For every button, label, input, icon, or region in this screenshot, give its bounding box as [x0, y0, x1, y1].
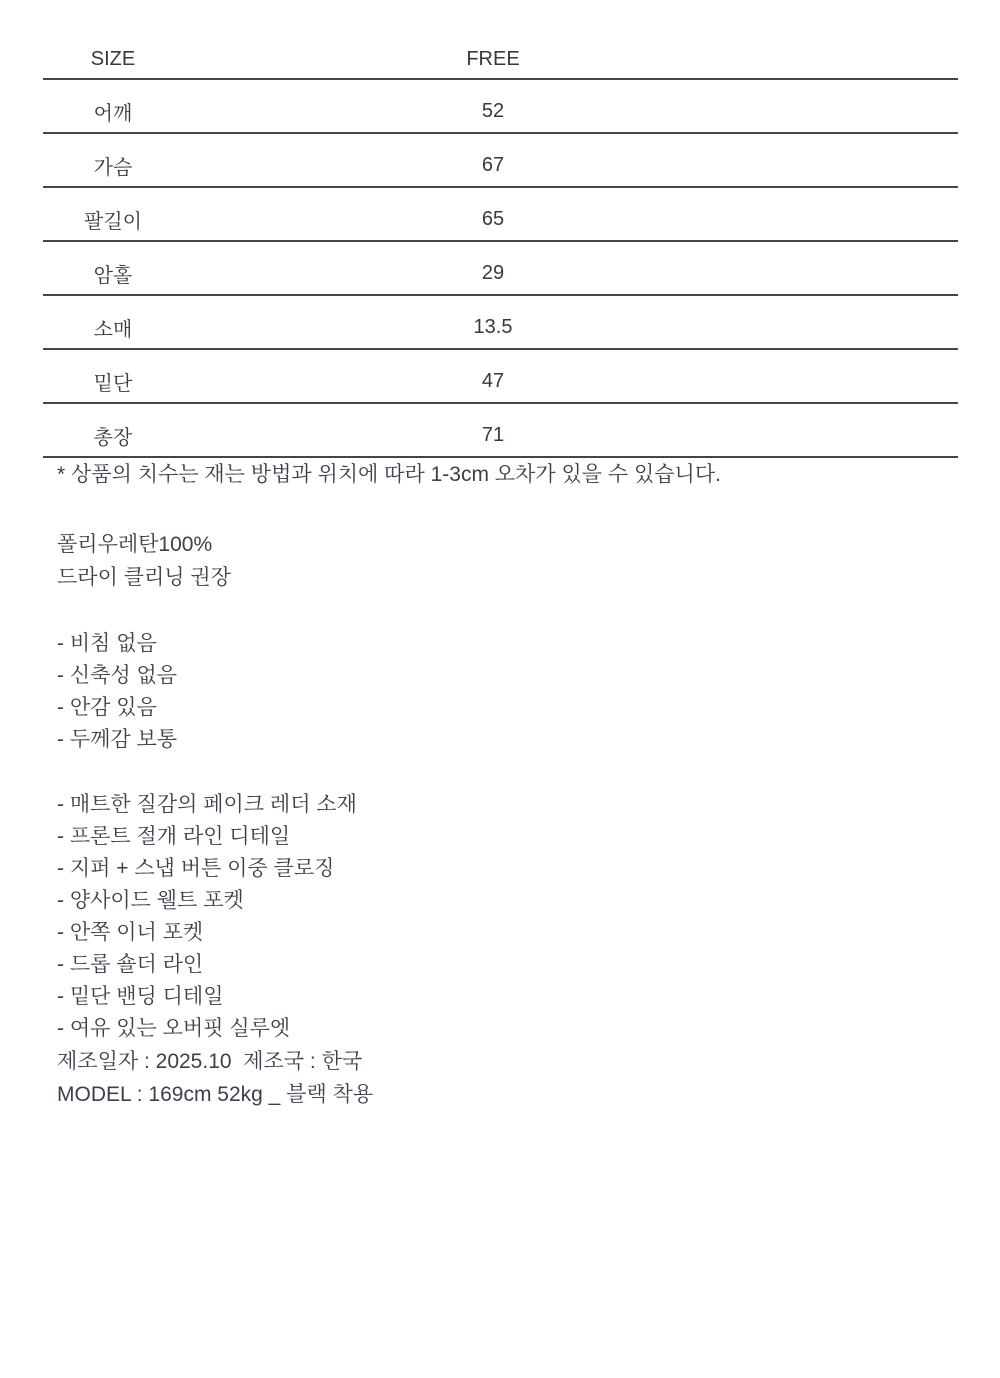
product-detail-page [0, 31, 1000, 1111]
design-detail-item: - 안쪽 이너 포켓 [57, 921, 204, 944]
size-value: 65 [183, 187, 803, 241]
fabric-properties [57, 628, 1000, 756]
size-value: 52 [183, 79, 803, 133]
size-label: 어깨 [43, 79, 183, 133]
design-detail-item: - 양사이드 웰트 포켓 [57, 889, 244, 912]
model-info: MODEL : 169cm 52kg _ 블랙 착용 [57, 1083, 374, 1106]
spacer-cell [803, 31, 958, 79]
design-detail-item: - 여유 있는 오버핏 실루엣 [57, 1017, 291, 1040]
size-label: 밑단 [43, 349, 183, 403]
size-row-shoulder [43, 79, 958, 133]
size-value: 29 [183, 241, 803, 295]
size-value: 71 [183, 403, 803, 457]
size-label: 가슴 [43, 133, 183, 187]
design-detail-item: - 지퍼 + 스냅 버튼 이중 클로징 [57, 857, 335, 880]
measurement-disclaimer: * 상품의 치수는 재는 방법과 위치에 따라 1-3cm 오차가 있을 수 있습니다. [57, 463, 721, 486]
spacer-cell [803, 295, 958, 349]
size-row-arm-length [43, 187, 958, 241]
design-detail-item: - 매트한 질감의 페이크 레더 소재 [57, 793, 357, 816]
size-row-hem [43, 349, 958, 403]
spacer-cell [803, 403, 958, 457]
size-value: 13.5 [183, 295, 803, 349]
spacer-cell [803, 349, 958, 403]
spacer-cell [803, 133, 958, 187]
size-table [43, 31, 958, 458]
fabric-property-item: - 비침 없음 [57, 632, 157, 655]
size-label: 팔길이 [43, 187, 183, 241]
design-detail-item: - 프론트 절개 라인 디테일 [57, 825, 291, 848]
size-row-chest [43, 133, 958, 187]
care-instruction: 드라이 클리닝 권장 [57, 566, 231, 589]
fabric-property-item: - 신축성 없음 [57, 664, 178, 687]
size-label: 암홀 [43, 241, 183, 295]
size-row-total-length [43, 403, 958, 457]
spacer-cell [803, 187, 958, 241]
size-row-armhole [43, 241, 958, 295]
design-details [57, 789, 1000, 1045]
size-column-header: SIZE [43, 31, 183, 79]
size-value: 47 [183, 349, 803, 403]
spacer-cell [803, 79, 958, 133]
design-detail-item: - 드롭 숄더 라인 [57, 953, 204, 976]
fabric-property-item: - 안감 있음 [57, 696, 157, 719]
fabric-property-item: - 두께감 보통 [57, 728, 178, 751]
spacer-cell [803, 241, 958, 295]
material-composition: 폴리우레탄100% [57, 533, 213, 556]
product-description [57, 458, 1000, 1111]
size-value: 67 [183, 133, 803, 187]
size-table-header-row [43, 31, 958, 79]
size-row-sleeve [43, 295, 958, 349]
design-detail-item: - 밑단 밴딩 디테일 [57, 985, 224, 1008]
size-label: 소매 [43, 295, 183, 349]
free-column-header: FREE [183, 31, 803, 79]
material-info [57, 528, 1000, 594]
manufacture-info: 제조일자 : 2025.10 제조국 : 한국 [57, 1050, 363, 1073]
size-label: 총장 [43, 403, 183, 457]
